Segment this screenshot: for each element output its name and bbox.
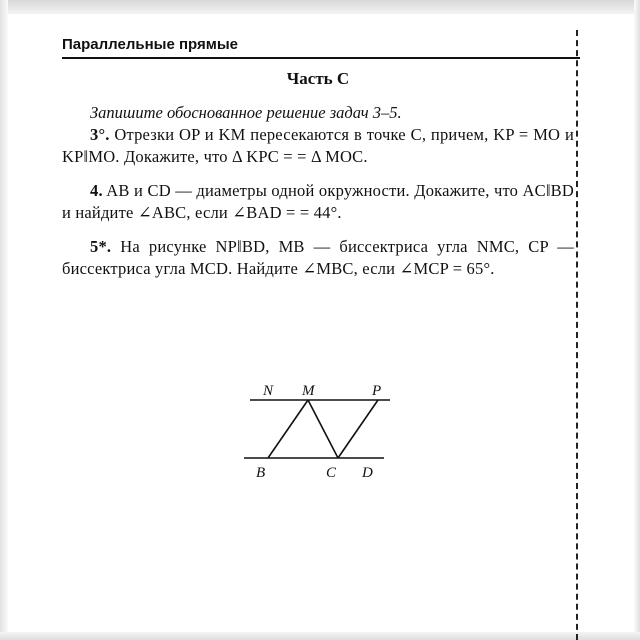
page-content	[62, 66, 574, 280]
task-4-number: 4.	[90, 181, 103, 200]
page-shadow-top	[0, 0, 640, 14]
segment-mc	[308, 400, 338, 458]
section-header: Параллельные прямые	[62, 36, 580, 59]
label-b: B	[256, 465, 266, 481]
label-d: D	[362, 465, 373, 481]
task-3-number: 3°.	[90, 125, 110, 144]
label-c: C	[326, 465, 337, 481]
label-n: N	[263, 383, 274, 399]
page-shadow-bottom	[0, 632, 640, 640]
task-3	[62, 124, 574, 168]
label-p: P	[372, 383, 382, 399]
task-4	[62, 180, 574, 224]
geometry-figure	[238, 380, 398, 482]
instruction-text: Запишите обоснованное решение задач 3–5.	[90, 103, 402, 122]
segment-mb	[268, 400, 308, 458]
task-5	[62, 236, 574, 280]
label-m: M	[302, 383, 315, 399]
task-5-number: 5*.	[90, 237, 112, 256]
page-shadow-left	[0, 0, 8, 640]
part-title: Часть С	[286, 69, 350, 88]
segment-cp	[338, 400, 378, 458]
task-3-text: Отрезки OP и KM пересекаются в точке C, причем, KP = MO и KP‖MO. Докажите, что Δ KPC = = Δ MOC.	[62, 125, 574, 166]
task-5-text: На рисунке NP‖BD, MB — биссектриса угла NMC, CP — биссектриса угла MCD. Найдите ∠MBC, если ∠MCP = 65°.	[62, 237, 574, 278]
dashed-cut-line	[576, 30, 578, 640]
page-shadow-right	[634, 0, 640, 640]
task-4-text: AB и CD — диаметры одной окружности. Докажите, что AC‖BD и найдите ∠ABC, если ∠BAD = = 44°.	[62, 181, 574, 222]
